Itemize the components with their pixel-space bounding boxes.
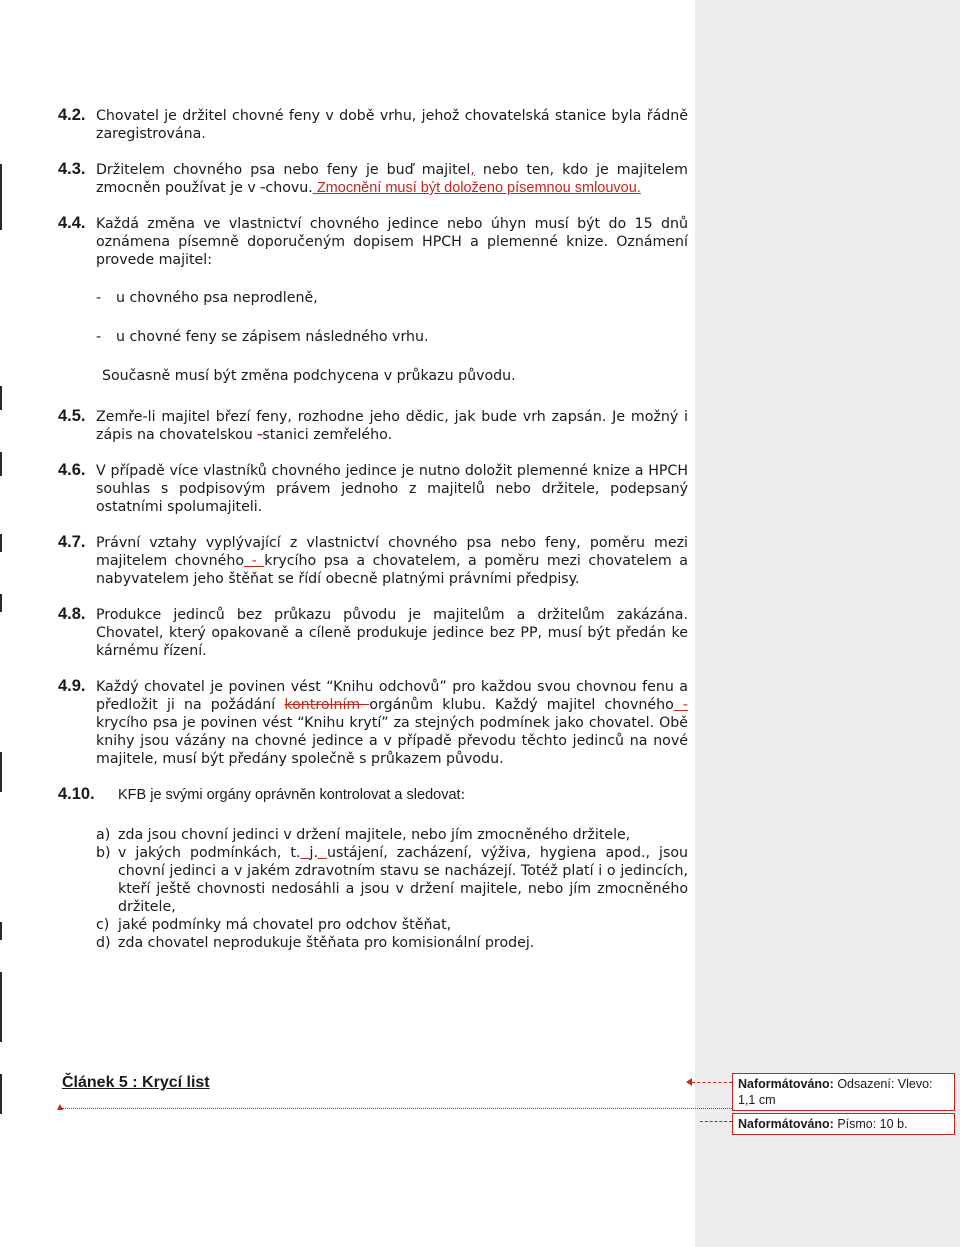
list-item-text: zda chovatel neprodukuje štěňata pro komisionální prodej. bbox=[118, 935, 535, 951]
section-text: Chovatel je držitel chovné feny v době vrhu, jehož chovatelská stanice byla řádně zaregistrována. bbox=[96, 108, 688, 142]
section-text: stanici zemřelého. bbox=[262, 427, 393, 443]
inserted-text: , bbox=[470, 162, 475, 178]
section-number: 4.3. bbox=[58, 160, 86, 178]
change-bar bbox=[0, 1074, 2, 1114]
section-text: Zemře-li majitel březí feny, rozhodne jeho dědic, jak bude vrh zapsán. Je možný i zápis na chovatelskou bbox=[96, 409, 688, 443]
list-letter: d) bbox=[96, 935, 111, 951]
section-note: Současně musí být změna podchycena v průkazu původu. bbox=[102, 368, 516, 384]
section-text: Držitelem chovného psa nebo feny je buď majitel bbox=[96, 162, 471, 178]
section-number: 4.10. bbox=[58, 785, 95, 803]
section-4-4 bbox=[58, 214, 688, 269]
section-text: chovu. bbox=[265, 180, 313, 196]
comment-connector bbox=[700, 1121, 732, 1122]
document-body bbox=[58, 106, 688, 952]
deleted-text: - bbox=[260, 180, 266, 196]
list-letter: c) bbox=[96, 917, 110, 933]
section-4-2 bbox=[58, 106, 688, 143]
section-text: Právní vztahy vyplývající z vlastnictví chovného psa nebo feny, poměru mezi majitelem chovného bbox=[96, 535, 688, 569]
section-number: 4.4. bbox=[58, 214, 86, 232]
list-item-text: u chovné feny se zápisem následného vrhu. bbox=[116, 329, 429, 345]
comment-text: Písmo: 10 b. bbox=[833, 1117, 908, 1131]
section-4-7 bbox=[58, 533, 688, 588]
section-number: 4.7. bbox=[58, 533, 86, 551]
comment-label: Naformátováno: bbox=[738, 1077, 834, 1091]
list-item-text: jaké podmínky má chovatel pro odchov štěňat, bbox=[118, 917, 452, 933]
comment-connector bbox=[692, 1082, 732, 1083]
inserted-text bbox=[300, 845, 309, 861]
section-4-5 bbox=[58, 407, 688, 444]
list-item-text: zda jsou chovní jedinci v držení majitele, nebo jím zmocněného držitele, bbox=[118, 827, 631, 843]
change-bar bbox=[0, 972, 2, 1042]
section-4-6 bbox=[58, 461, 688, 516]
comment-connector bbox=[62, 1108, 732, 1109]
list-item bbox=[58, 289, 688, 307]
format-comment[interactable] bbox=[732, 1073, 955, 1111]
change-bar bbox=[0, 164, 2, 230]
revision-anchor-icon bbox=[57, 1104, 63, 1110]
section-4-9 bbox=[58, 677, 688, 768]
section-number: 4.9. bbox=[58, 677, 86, 695]
section-text: orgánům klubu. Každý majitel chovného bbox=[369, 697, 674, 713]
section-text: Každá změna ve vlastnictví chovného jedince nebo úhyn musí být do 15 dnů oznámena písemně doporučeným dopisem HPCH a plemenné knize. Oznámení provede majitel: bbox=[96, 216, 688, 268]
section-4-8 bbox=[58, 605, 688, 660]
list-dash: - bbox=[96, 329, 102, 345]
section-number: 4.2. bbox=[58, 106, 86, 124]
deleted-text: kontrolním bbox=[284, 697, 370, 713]
inserted-text bbox=[318, 845, 327, 861]
section-number: 4.8. bbox=[58, 605, 86, 623]
change-bar bbox=[0, 922, 2, 940]
section-4-3 bbox=[58, 160, 688, 197]
change-bar bbox=[0, 386, 2, 410]
section-text: V případě více vlastníků chovného jedince je nutno doložit plemenné knize a HPCH souhlas s podpisovým právem jednoho z majitelů nebo držitele, podepsaný ostatními spolumajiteli. bbox=[96, 463, 688, 515]
list-item-text: ustájení, zacházení, výživa, hygiena apod., jsou chovní jedinci a v jakém zdravotním stavu se nacházejí. Totéž platí i o jedincích, kteří ještě chovnosti nedosáhli a jsou v držení majitele, nebo jím zmocněného držitele, bbox=[118, 845, 689, 915]
comment-margin-pane bbox=[695, 0, 960, 1247]
section-text-colon: : bbox=[460, 787, 466, 803]
section-text: Produkce jedinců bez průkazu původu je majitelům a držitelům zakázána. Chovatel, který opakovaně a cíleně produkuje jedince bez PP, musí být předán ke kárnému řízení. bbox=[96, 607, 688, 659]
inserted-text: - bbox=[673, 697, 689, 713]
change-bar bbox=[0, 752, 2, 792]
list-item bbox=[96, 916, 688, 934]
inserted-text: - bbox=[244, 553, 265, 569]
section-number: 4.6. bbox=[58, 461, 86, 479]
section-text: krycího psa a chovatelem, a poměru mezi chovatelem a nabyvatelem jeho štěňat se řídí obecně platnými právními předpisy. bbox=[96, 553, 689, 587]
format-comment[interactable] bbox=[732, 1113, 955, 1135]
section-4-10 bbox=[58, 785, 688, 804]
list-item-text: v jakých podmínkách, t. bbox=[118, 845, 301, 861]
article-title: Článek 5 : Krycí list bbox=[62, 1074, 210, 1091]
control-list bbox=[58, 826, 688, 952]
comment-label: Naformátováno: bbox=[738, 1117, 834, 1131]
change-bar bbox=[0, 594, 2, 612]
list-item bbox=[96, 844, 688, 916]
list-letter: b) bbox=[96, 845, 111, 861]
list-item bbox=[96, 934, 688, 952]
change-bar bbox=[0, 452, 2, 476]
list-item bbox=[96, 826, 688, 844]
section-text: krycího psa je povinen vést “Knihu krytí” za stejných podmínek jako chovatel. Obě knihy jsou vázány na chovné jedince a v případě převodu těchto jedinců na nové majitele, musí být předány společně s průkazem původu. bbox=[96, 715, 688, 767]
section-number: 4.5. bbox=[58, 407, 86, 425]
section-text: nebo ten, kdo je majitelem zmocněn používat je v bbox=[96, 162, 688, 196]
list-item-text: u chovného psa neprodleně, bbox=[116, 290, 318, 306]
list-item bbox=[58, 328, 688, 346]
deleted-text: - bbox=[257, 427, 263, 443]
inserted-sentence: Zmocnění musí být doloženo písemnou smlouvou. bbox=[312, 180, 641, 196]
change-bar bbox=[0, 534, 2, 552]
section-text: Každý chovatel je povinen vést “Knihu odchovů” pro každou svou chovnou fenu a předložit ji na požádání bbox=[96, 679, 688, 713]
list-item-text: j. bbox=[309, 845, 318, 861]
comment-text: Odsazení: Vlevo: 1,1 cm bbox=[738, 1077, 933, 1107]
list-letter: a) bbox=[96, 827, 111, 843]
section-text: KFB je svými orgány oprávněn kontrolovat a sledovat bbox=[118, 787, 461, 803]
list-dash: - bbox=[96, 290, 102, 306]
